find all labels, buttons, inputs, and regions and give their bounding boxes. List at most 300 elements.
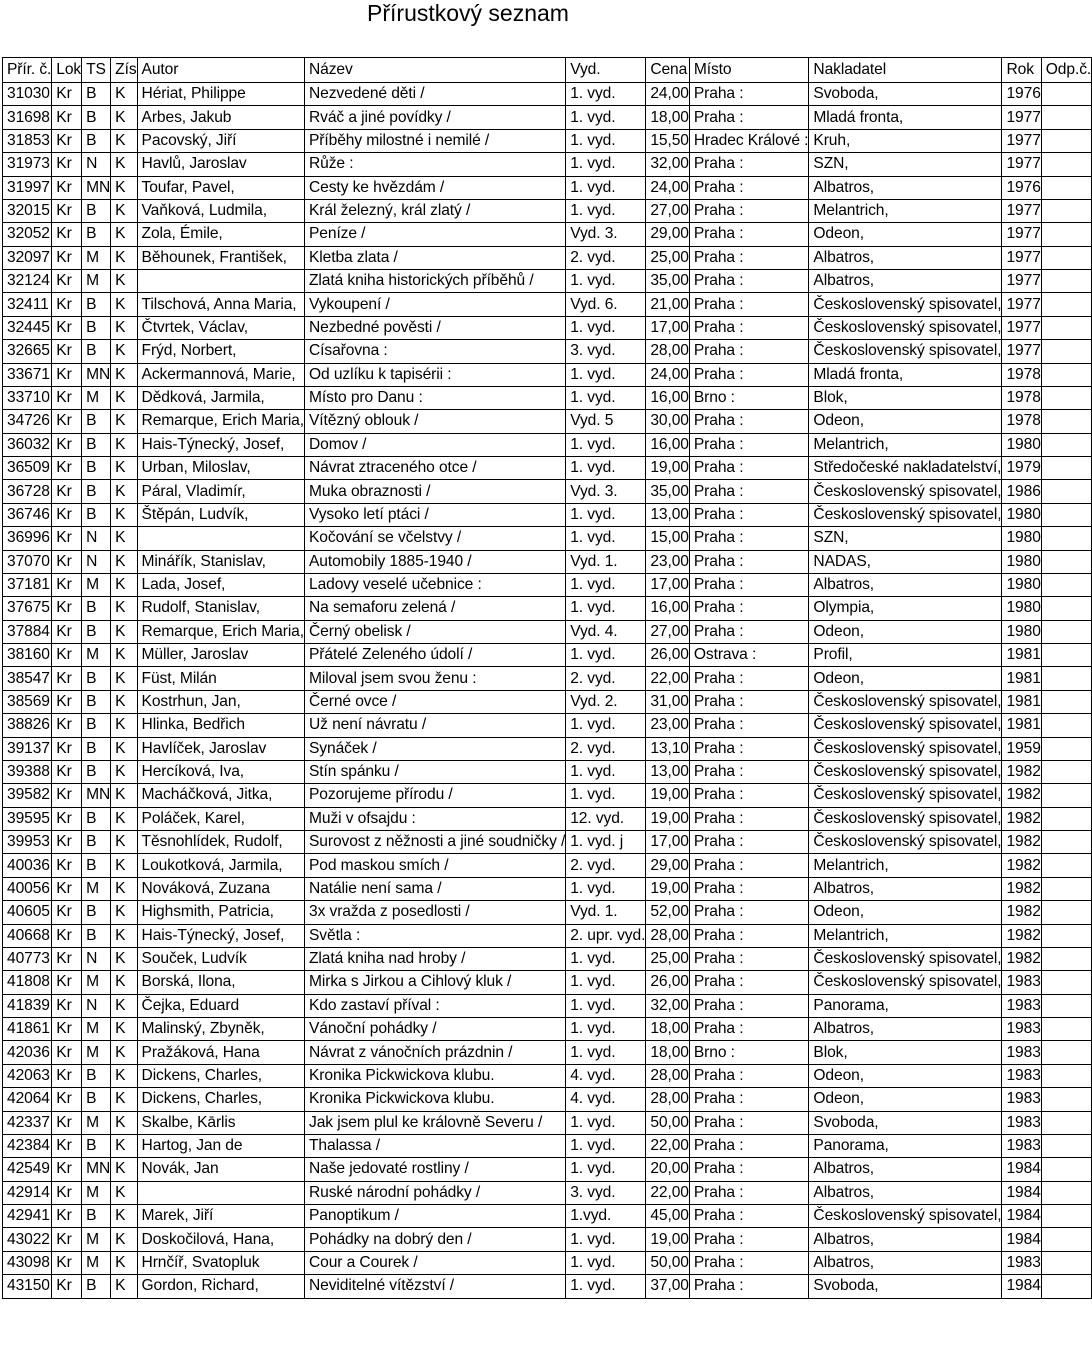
cell-document-type: B [82, 480, 111, 503]
cell-edition: 1. vyd. [566, 433, 646, 456]
cell-location: Kr [52, 246, 82, 269]
cell-document-type: M [82, 246, 111, 269]
cell-accession-number: 36728 [3, 480, 52, 503]
cell-location: Kr [52, 223, 82, 246]
table-row [3, 737, 1092, 760]
cell-accession-number: 38160 [3, 644, 52, 667]
cell-withdrawal-number [1041, 527, 1091, 550]
cell-document-type: M [82, 1251, 111, 1274]
cell-edition: 1. vyd. [566, 1041, 646, 1064]
cell-book-title: Kdo zastaví příval : [305, 994, 566, 1017]
cell-location: Kr [52, 597, 82, 620]
cell-location: Kr [52, 1111, 82, 1134]
cell-document-type: B [82, 620, 111, 643]
cell-author: Arbes, Jakub [137, 106, 304, 129]
cell-accession-number: 32445 [3, 316, 52, 339]
cell-document-type: B [82, 293, 111, 316]
table-row [3, 994, 1092, 1017]
cell-price: 16,00 [646, 597, 690, 620]
cell-book-title: Domov / [305, 433, 566, 456]
cell-author: Pacovský, Jiří [137, 129, 304, 152]
cell-accession-number: 40036 [3, 854, 52, 877]
column-header: Autor [137, 58, 304, 83]
cell-year: 1978 [1002, 386, 1041, 409]
cell-withdrawal-number [1041, 644, 1091, 667]
cell-author: Poláček, Karel, [137, 807, 304, 830]
table-row [3, 1111, 1092, 1134]
cell-book-title: Kronika Pickwickova klubu. [305, 1064, 566, 1087]
cell-withdrawal-number [1041, 457, 1091, 480]
cell-price: 16,00 [646, 433, 690, 456]
table-row [3, 831, 1092, 854]
cell-acquisition: K [111, 1111, 137, 1134]
cell-document-type: B [82, 106, 111, 129]
cell-withdrawal-number [1041, 994, 1091, 1017]
cell-author: Doskočilová, Hana, [137, 1228, 304, 1251]
cell-place: Praha : [689, 293, 809, 316]
cell-acquisition: K [111, 176, 137, 199]
cell-author: Čejka, Eduard [137, 994, 304, 1017]
cell-author: Běhounek, František, [137, 246, 304, 269]
cell-book-title: Císařovna : [305, 340, 566, 363]
cell-edition: Vyd. 5 [566, 410, 646, 433]
cell-document-type: B [82, 129, 111, 152]
cell-publisher: Odeon, [809, 901, 1002, 924]
cell-publisher: Melantrich, [809, 199, 1002, 222]
cell-publisher: Albatros, [809, 176, 1002, 199]
cell-accession-number: 34726 [3, 410, 52, 433]
cell-year: 1982 [1002, 924, 1041, 947]
cell-edition: 1. vyd. [566, 503, 646, 526]
cell-author: Hériat, Philippe [137, 83, 304, 106]
cell-location: Kr [52, 807, 82, 830]
cell-price: 17,00 [646, 316, 690, 339]
table-row [3, 644, 1092, 667]
cell-book-title: Neviditelné vítězství / [305, 1275, 566, 1298]
cell-location: Kr [52, 784, 82, 807]
cell-author: Urban, Miloslav, [137, 457, 304, 480]
cell-accession-number: 32124 [3, 270, 52, 293]
cell-acquisition: K [111, 1205, 137, 1228]
cell-book-title: Kletba zlata / [305, 246, 566, 269]
cell-year: 1980 [1002, 433, 1041, 456]
cell-location: Kr [52, 831, 82, 854]
cell-withdrawal-number [1041, 1018, 1091, 1041]
cell-location: Kr [52, 293, 82, 316]
cell-publisher: Albatros, [809, 246, 1002, 269]
table-row [3, 573, 1092, 596]
cell-book-title: Stín spánku / [305, 760, 566, 783]
cell-acquisition: K [111, 1018, 137, 1041]
cell-accession-number: 40668 [3, 924, 52, 947]
cell-book-title: Nezvedené děti / [305, 83, 566, 106]
cell-location: Kr [52, 410, 82, 433]
cell-book-title: Příběhy milostné i nemilé / [305, 129, 566, 152]
column-header: Zís [111, 58, 137, 83]
cell-publisher: Odeon, [809, 223, 1002, 246]
cell-publisher: Olympia, [809, 597, 1002, 620]
cell-publisher: Albatros, [809, 573, 1002, 596]
cell-price: 19,00 [646, 807, 690, 830]
column-header: Název [305, 58, 566, 83]
cell-acquisition: K [111, 527, 137, 550]
cell-acquisition: K [111, 1181, 137, 1204]
cell-edition: 1. vyd. [566, 1158, 646, 1181]
cell-author: Souček, Ludvík [137, 947, 304, 970]
cell-year: 1977 [1002, 340, 1041, 363]
cell-withdrawal-number [1041, 620, 1091, 643]
cell-book-title: Světla : [305, 924, 566, 947]
cell-book-title: Surovost z něžnosti a jiné soudničky / [305, 831, 566, 854]
cell-price: 23,00 [646, 550, 690, 573]
cell-accession-number: 38569 [3, 690, 52, 713]
cell-place: Praha : [689, 363, 809, 386]
cell-location: Kr [52, 270, 82, 293]
cell-price: 26,00 [646, 971, 690, 994]
cell-book-title: Natálie není sama / [305, 877, 566, 900]
cell-price: 26,00 [646, 644, 690, 667]
cell-edition: 1. vyd. [566, 760, 646, 783]
cell-edition: 3. vyd. [566, 1181, 646, 1204]
cell-price: 13,10 [646, 737, 690, 760]
cell-book-title: Muka obraznosti / [305, 480, 566, 503]
cell-withdrawal-number [1041, 877, 1091, 900]
cell-withdrawal-number [1041, 550, 1091, 573]
cell-book-title: Ladovy veselé učebnice : [305, 573, 566, 596]
cell-withdrawal-number [1041, 433, 1091, 456]
cell-publisher: Panorama, [809, 994, 1002, 1017]
cell-author: Novák, Jan [137, 1158, 304, 1181]
cell-publisher: Československý spisovatel, [809, 714, 1002, 737]
cell-price: 22,00 [646, 1181, 690, 1204]
cell-place: Brno : [689, 1041, 809, 1064]
cell-document-type: MN [82, 176, 111, 199]
cell-acquisition: K [111, 971, 137, 994]
cell-acquisition: K [111, 760, 137, 783]
cell-year: 1980 [1002, 550, 1041, 573]
cell-year: 1982 [1002, 760, 1041, 783]
cell-document-type: B [82, 690, 111, 713]
cell-year: 1980 [1002, 620, 1041, 643]
cell-place: Praha : [689, 1228, 809, 1251]
cell-edition: 2. vyd. [566, 854, 646, 877]
cell-withdrawal-number [1041, 597, 1091, 620]
cell-location: Kr [52, 363, 82, 386]
cell-book-title: Místo pro Danu : [305, 386, 566, 409]
cell-edition: 1. vyd. [566, 1228, 646, 1251]
cell-year: 1982 [1002, 877, 1041, 900]
cell-price: 24,00 [646, 176, 690, 199]
cell-year: 1984 [1002, 1181, 1041, 1204]
cell-book-title: Cour a Courek / [305, 1251, 566, 1274]
cell-acquisition: K [111, 433, 137, 456]
cell-accession-number: 43098 [3, 1251, 52, 1274]
table-row [3, 340, 1092, 363]
cell-place: Praha : [689, 924, 809, 947]
cell-publisher: Mladá fronta, [809, 106, 1002, 129]
table-header-row [3, 58, 1092, 83]
cell-publisher: NADAS, [809, 550, 1002, 573]
table-row [3, 153, 1092, 176]
cell-document-type: M [82, 1111, 111, 1134]
cell-withdrawal-number [1041, 760, 1091, 783]
cell-place: Praha : [689, 620, 809, 643]
cell-location: Kr [52, 457, 82, 480]
cell-year: 1977 [1002, 316, 1041, 339]
cell-place: Praha : [689, 667, 809, 690]
table-row [3, 877, 1092, 900]
cell-acquisition: K [111, 947, 137, 970]
cell-book-title: Růže : [305, 153, 566, 176]
cell-withdrawal-number [1041, 971, 1091, 994]
cell-withdrawal-number [1041, 573, 1091, 596]
cell-book-title: Automobily 1885-1940 / [305, 550, 566, 573]
cell-publisher: Blok, [809, 1041, 1002, 1064]
cell-location: Kr [52, 199, 82, 222]
cell-location: Kr [52, 1275, 82, 1298]
table-row [3, 1064, 1092, 1087]
cell-document-type: M [82, 386, 111, 409]
cell-location: Kr [52, 1181, 82, 1204]
column-header: Nakladatel [809, 58, 1002, 83]
cell-edition: 1. vyd. [566, 270, 646, 293]
cell-document-type: B [82, 901, 111, 924]
cell-year: 1982 [1002, 854, 1041, 877]
cell-place: Praha : [689, 1251, 809, 1274]
cell-price: 35,00 [646, 480, 690, 503]
cell-accession-number: 36509 [3, 457, 52, 480]
cell-year: 1977 [1002, 153, 1041, 176]
column-header: Lok [52, 58, 82, 83]
cell-price: 27,00 [646, 199, 690, 222]
cell-accession-number: 31973 [3, 153, 52, 176]
cell-year: 1980 [1002, 503, 1041, 526]
cell-accession-number: 36032 [3, 433, 52, 456]
cell-location: Kr [52, 386, 82, 409]
cell-acquisition: K [111, 83, 137, 106]
cell-acquisition: K [111, 1251, 137, 1274]
cell-author: Remarque, Erich Maria, [137, 620, 304, 643]
cell-year: 1982 [1002, 807, 1041, 830]
cell-book-title: Od uzlíku k tapisérii : [305, 363, 566, 386]
cell-acquisition: K [111, 199, 137, 222]
cell-book-title: Naše jedovaté rostliny / [305, 1158, 566, 1181]
cell-edition: 1. vyd. [566, 573, 646, 596]
cell-publisher: Albatros, [809, 270, 1002, 293]
cell-edition: 1.vyd. [566, 1205, 646, 1228]
cell-book-title: Už není návratu / [305, 714, 566, 737]
cell-author: Hercíková, Iva, [137, 760, 304, 783]
cell-place: Praha : [689, 106, 809, 129]
cell-place: Hradec Králové : [689, 129, 809, 152]
cell-accession-number: 38826 [3, 714, 52, 737]
cell-accession-number: 37884 [3, 620, 52, 643]
cell-author: Toufar, Pavel, [137, 176, 304, 199]
cell-publisher: Československý spisovatel, [809, 737, 1002, 760]
cell-publisher: Svoboda, [809, 83, 1002, 106]
cell-acquisition: K [111, 597, 137, 620]
cell-edition: 2. vyd. [566, 667, 646, 690]
cell-location: Kr [52, 644, 82, 667]
cell-book-title: Pozorujeme přírodu / [305, 784, 566, 807]
cell-price: 13,00 [646, 503, 690, 526]
cell-price: 17,00 [646, 831, 690, 854]
cell-location: Kr [52, 480, 82, 503]
cell-location: Kr [52, 1018, 82, 1041]
cell-publisher: Svoboda, [809, 1275, 1002, 1298]
cell-location: Kr [52, 737, 82, 760]
cell-price: 29,00 [646, 854, 690, 877]
cell-price: 45,00 [646, 1205, 690, 1228]
cell-author: Nováková, Zuzana [137, 877, 304, 900]
cell-year: 1983 [1002, 971, 1041, 994]
cell-place: Ostrava : [689, 644, 809, 667]
cell-book-title: Vítězný oblouk / [305, 410, 566, 433]
cell-acquisition: K [111, 644, 137, 667]
cell-place: Praha : [689, 1181, 809, 1204]
cell-place: Praha : [689, 1205, 809, 1228]
cell-publisher: Československý spisovatel, [809, 690, 1002, 713]
cell-edition: 1. vyd. [566, 714, 646, 737]
cell-place: Praha : [689, 760, 809, 783]
table-row [3, 1205, 1092, 1228]
cell-year: 1984 [1002, 1158, 1041, 1181]
cell-place: Praha : [689, 597, 809, 620]
cell-author: Štěpán, Ludvík, [137, 503, 304, 526]
cell-book-title: Návrat z vánočních prázdnin / [305, 1041, 566, 1064]
cell-document-type: B [82, 316, 111, 339]
cell-book-title: Pod maskou smích / [305, 854, 566, 877]
cell-place: Praha : [689, 1158, 809, 1181]
table-row [3, 597, 1092, 620]
cell-publisher: Melantrich, [809, 854, 1002, 877]
cell-edition: 1. vyd. j [566, 831, 646, 854]
cell-price: 37,00 [646, 1275, 690, 1298]
cell-withdrawal-number [1041, 1228, 1091, 1251]
cell-accession-number: 42036 [3, 1041, 52, 1064]
cell-acquisition: K [111, 106, 137, 129]
cell-edition: 1. vyd. [566, 1018, 646, 1041]
cell-document-type: N [82, 550, 111, 573]
cell-book-title: Vysoko letí ptáci / [305, 503, 566, 526]
cell-place: Praha : [689, 573, 809, 596]
cell-withdrawal-number [1041, 223, 1091, 246]
cell-place: Praha : [689, 1134, 809, 1157]
cell-place: Brno : [689, 386, 809, 409]
cell-edition: 1. vyd. [566, 644, 646, 667]
cell-publisher: Československý spisovatel, [809, 784, 1002, 807]
cell-edition: Vyd. 3. [566, 223, 646, 246]
cell-year: 1977 [1002, 129, 1041, 152]
cell-acquisition: K [111, 1228, 137, 1251]
cell-price: 28,00 [646, 924, 690, 947]
cell-acquisition: K [111, 690, 137, 713]
cell-withdrawal-number [1041, 690, 1091, 713]
cell-location: Kr [52, 760, 82, 783]
cell-location: Kr [52, 153, 82, 176]
cell-accession-number: 42549 [3, 1158, 52, 1181]
cell-year: 1983 [1002, 1018, 1041, 1041]
cell-edition: 1. vyd. [566, 83, 646, 106]
cell-publisher: Odeon, [809, 1088, 1002, 1111]
cell-year: 1978 [1002, 363, 1041, 386]
cell-edition: 1. vyd. [566, 1275, 646, 1298]
table-row [3, 199, 1092, 222]
table-row [3, 807, 1092, 830]
table-row [3, 1181, 1092, 1204]
cell-accession-number: 31997 [3, 176, 52, 199]
cell-year: 1982 [1002, 784, 1041, 807]
cell-author: Hrnčíř, Svatopluk [137, 1251, 304, 1274]
cell-edition: 1. vyd. [566, 386, 646, 409]
cell-author: Hartog, Jan de [137, 1134, 304, 1157]
cell-author: Dickens, Charles, [137, 1064, 304, 1087]
cell-author: Müller, Jaroslav [137, 644, 304, 667]
cell-withdrawal-number [1041, 947, 1091, 970]
cell-book-title: Černý obelisk / [305, 620, 566, 643]
cell-location: Kr [52, 924, 82, 947]
cell-year: 1977 [1002, 223, 1041, 246]
cell-place: Praha : [689, 246, 809, 269]
cell-publisher: Československý spisovatel, [809, 831, 1002, 854]
cell-accession-number: 42914 [3, 1181, 52, 1204]
cell-withdrawal-number [1041, 807, 1091, 830]
table-row [3, 714, 1092, 737]
cell-edition: Vyd. 1. [566, 901, 646, 924]
cell-document-type: N [82, 994, 111, 1017]
cell-year: 1983 [1002, 1041, 1041, 1064]
cell-acquisition: K [111, 667, 137, 690]
cell-author: Remarque, Erich Maria, [137, 410, 304, 433]
cell-acquisition: K [111, 1088, 137, 1111]
column-header: Vyd. [566, 58, 646, 83]
cell-book-title: Kronika Pickwickova klubu. [305, 1088, 566, 1111]
cell-author: Malinský, Zbyněk, [137, 1018, 304, 1041]
cell-publisher: SZN, [809, 527, 1002, 550]
cell-publisher: Odeon, [809, 1064, 1002, 1087]
cell-place: Praha : [689, 270, 809, 293]
cell-place: Praha : [689, 901, 809, 924]
cell-year: 1986 [1002, 480, 1041, 503]
cell-book-title: Cesty ke hvězdám / [305, 176, 566, 199]
cell-document-type: M [82, 877, 111, 900]
cell-accession-number: 43150 [3, 1275, 52, 1298]
cell-withdrawal-number [1041, 246, 1091, 269]
cell-edition: 2. vyd. [566, 246, 646, 269]
cell-location: Kr [52, 947, 82, 970]
cell-year: 1983 [1002, 1088, 1041, 1111]
cell-acquisition: K [111, 714, 137, 737]
cell-publisher: Panorama, [809, 1134, 1002, 1157]
cell-year: 1983 [1002, 1064, 1041, 1087]
cell-acquisition: K [111, 153, 137, 176]
cell-author: Zola, Émile, [137, 223, 304, 246]
cell-edition: 1. vyd. [566, 316, 646, 339]
cell-document-type: B [82, 831, 111, 854]
cell-accession-number: 43022 [3, 1228, 52, 1251]
column-header: Rok [1002, 58, 1041, 83]
cell-price: 30,00 [646, 410, 690, 433]
cell-place: Praha : [689, 807, 809, 830]
cell-place: Praha : [689, 737, 809, 760]
cell-year: 1984 [1002, 1228, 1041, 1251]
cell-withdrawal-number [1041, 1064, 1091, 1087]
cell-publisher: Blok, [809, 386, 1002, 409]
cell-price: 35,00 [646, 270, 690, 293]
cell-author: Hlinka, Bedřich [137, 714, 304, 737]
cell-price: 19,00 [646, 457, 690, 480]
cell-place: Praha : [689, 690, 809, 713]
